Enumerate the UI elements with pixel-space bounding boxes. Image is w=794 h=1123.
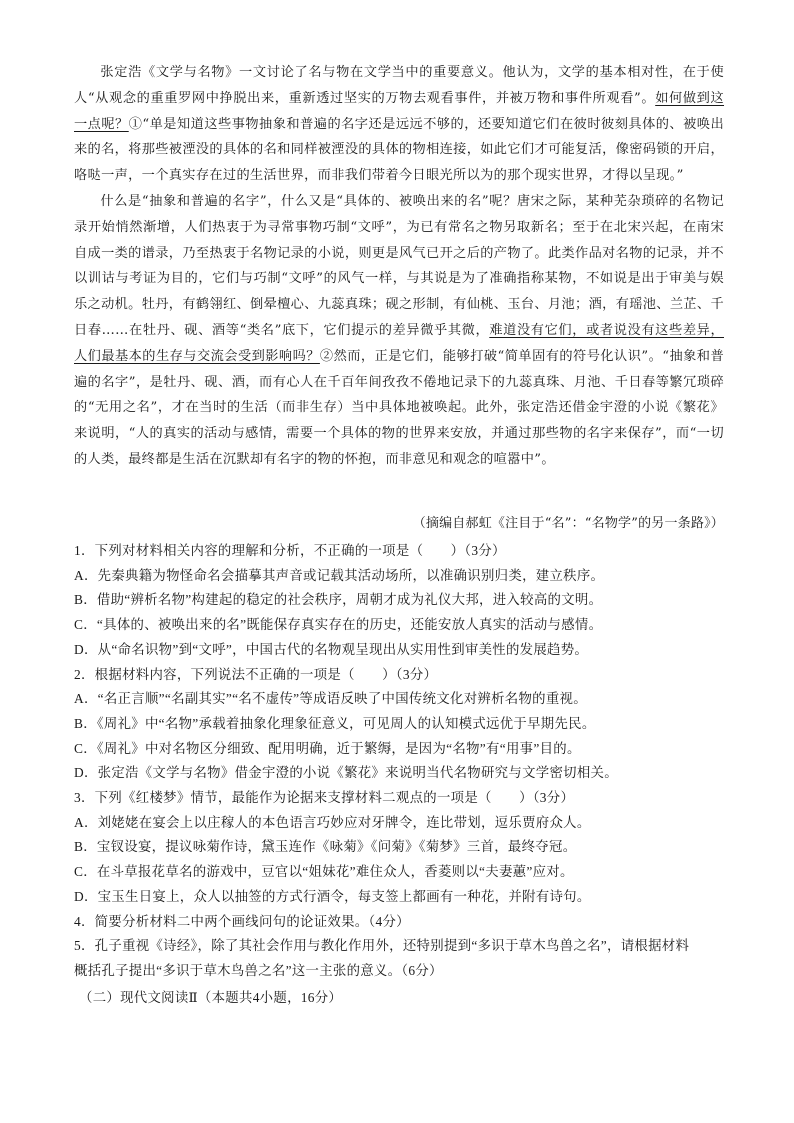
question-1-stem: 1．下列对材料相关内容的理解和分析，不正确的一项是（ ）（3分）	[74, 543, 506, 558]
underlined-question-1: 如何做到这一点呢？	[74, 90, 725, 132]
passage-paragraph-1	[74, 60, 724, 189]
question-1-option-b: B．借助“辨析名物”构建起的稳定的社会秩序，周朝才成为礼仪大邦，进入较高的文明。	[74, 592, 603, 608]
question-3-option-b: B．宝钗设宴，提议咏菊作诗，黛玉连作《咏菊》《问菊》《菊梦》三首，最终夺冠。	[74, 839, 577, 855]
passage-p2-rest: ②然而，正是它们，能够打破“简单固有的符号化认识”。“抽象和普遍的名字”，是牡丹、砚、酒，而有心人在千百年间孜孜不倦地记录下的九蕊真珠、月池、千日春等繁冗琐碎的“无用之名”，才在当时的生活（而非生存）当中具体地被唤起。此外，张定浩还借金宇澄的小说《繁花》来说明，“人的真实的活动与感情，需要一个具体的物的世界来安放，并通过那些物的名字来保存”，而“一切的人类，最终都是生活在沉默却有名字的物的怀抱，而非意见和观念的喧嚣中”。	[74, 348, 724, 467]
question-5-line-2: 概括孔子提出“多识于草木鸟兽之名”这一主张的意义。（6分）	[74, 962, 443, 978]
underlined-question-2: 难道没有它们，或者说没有这些差异，人们最基本的生存与交流会受到影响吗？	[74, 322, 724, 364]
question-list	[74, 539, 734, 984]
question-3-stem: 3．下列《红楼梦》情节，最能作为论据来支撑材料二观点的一项是（ ）（3分）	[74, 790, 575, 806]
passage-source: （摘编自郝虹《注目于“名”：“名物学”的另一条路》）	[412, 516, 724, 531]
question-2-option-a: A．“名正言顺”“名副其实”“名不虚传”等成语反映了中国传统文化对辨析名物的重视。	[74, 691, 587, 707]
reading-passage	[74, 60, 724, 473]
question-3-option-a: A．刘姥姥在宴会上以庄稼人的本色语言巧妙应对牙牌令，连比带划，逗乐贾府众人。	[74, 814, 591, 830]
question-2-option-d: D．张定浩《文学与名物》借金宇澄的小说《繁花》来说明当代名物研究与文学密切相关。	[74, 765, 618, 781]
question-4-stem: 4．简要分析材料二中两个画线问句的论证效果。（4分）	[74, 913, 410, 929]
question-5-line-1: 5．孔子重视《诗经》，除了其社会作用与教化作用外，还特别提到“多识于草木鸟兽之名”，请根据材料	[74, 938, 690, 954]
question-1-option-c: C．“具体的、被唤出来的名”既能保存真实存在的历史，还能安放人真实的活动与感情。	[74, 617, 603, 633]
question-2-stem: 2．根据材料内容，下列说法不正确的一项是（ ）（3分）	[74, 666, 438, 682]
passage-p1-quote: ①“单是知道这些事物抽象和普遍的名字还是远远不够的，还要知道它们在彼时彼刻具体的、被唤出来的名，将那些被湮没的具体的名和同样被湮没的具体的物相连接，如此它们才可能复活，像密码锁的开启，咯哒一声，一个真实存在过的生活世界，而非我们带着今日眼光所以为的那个现实世界，才得以呈现。”	[74, 116, 724, 184]
question-2-option-c: C．《周礼》中对名物区分细致、配用明确，近于繁缛，是因为“名物”有“用事”目的。	[74, 740, 581, 756]
question-2-option-b: B．《周礼》中“名物”承载着抽象化理象征意义，可见周人的认知模式远优于早期先民。	[74, 715, 596, 731]
question-3-option-c: C．在斗草报花草名的游戏中，豆官以“姐妹花”难住众人，香菱则以“夫妻蕙”应对。	[74, 864, 574, 880]
passage-paragraph-2	[74, 189, 724, 473]
section-heading: （二）现代文阅读Ⅱ（本题共4小题，16分）	[79, 990, 343, 1005]
passage-p1-text: 张定浩《文学与名物》一文讨论了名与物在文学当中的重要意义。他认为，文学的基本相对性，在于使人“从观念的重重罗网中挣脱出来，重新透过坚实的万物去观看事件，并被万物和事件所观看”。	[74, 65, 724, 106]
question-1-option-a: A．先秦典籍为物怪命名会描摹其声音或记载其活动场所，以准确识别归类，建立秩序。	[74, 567, 605, 583]
passage-p2-text: 什么是“抽象和普遍的名字”，什么又是“具体的、被唤出来的名”呢？唐宋之际，某种芜杂琐碎的名物记录开始悄然渐增，人们热衷于为寻常事物巧制“文呼”，为已有常名之物另取新名；至于在北宋兴起，在南宋自成一类的谱录，乃至热衷于名物记录的小说，则更是风气已开之后的产物了。此类作品对名物的记录，并不以训诂与考证为目的，它们与巧制“文呼”的风气一样，与其说是为了准确指称某物，不如说是出于审美与娱乐之动机。牡丹，有鹤翎红、倒晕檀心、九蕊真珠；砚之形制，有仙桃、玉台、月池；酒，有瑶池、兰芷、千日春……在牡丹、砚、酒等“类名”底下，它们提示的差异微乎其微，	[74, 193, 724, 338]
question-3-option-d: D．宝玉生日宴上，众人以抽签的方式行酒令，每支签上都画有一种花，并附有诗句。	[74, 888, 591, 904]
question-1-option-d: D．从“命名识物”到“文呼”，中国古代的名物观呈现出从实用性到审美性的发展趋势。	[74, 641, 589, 657]
